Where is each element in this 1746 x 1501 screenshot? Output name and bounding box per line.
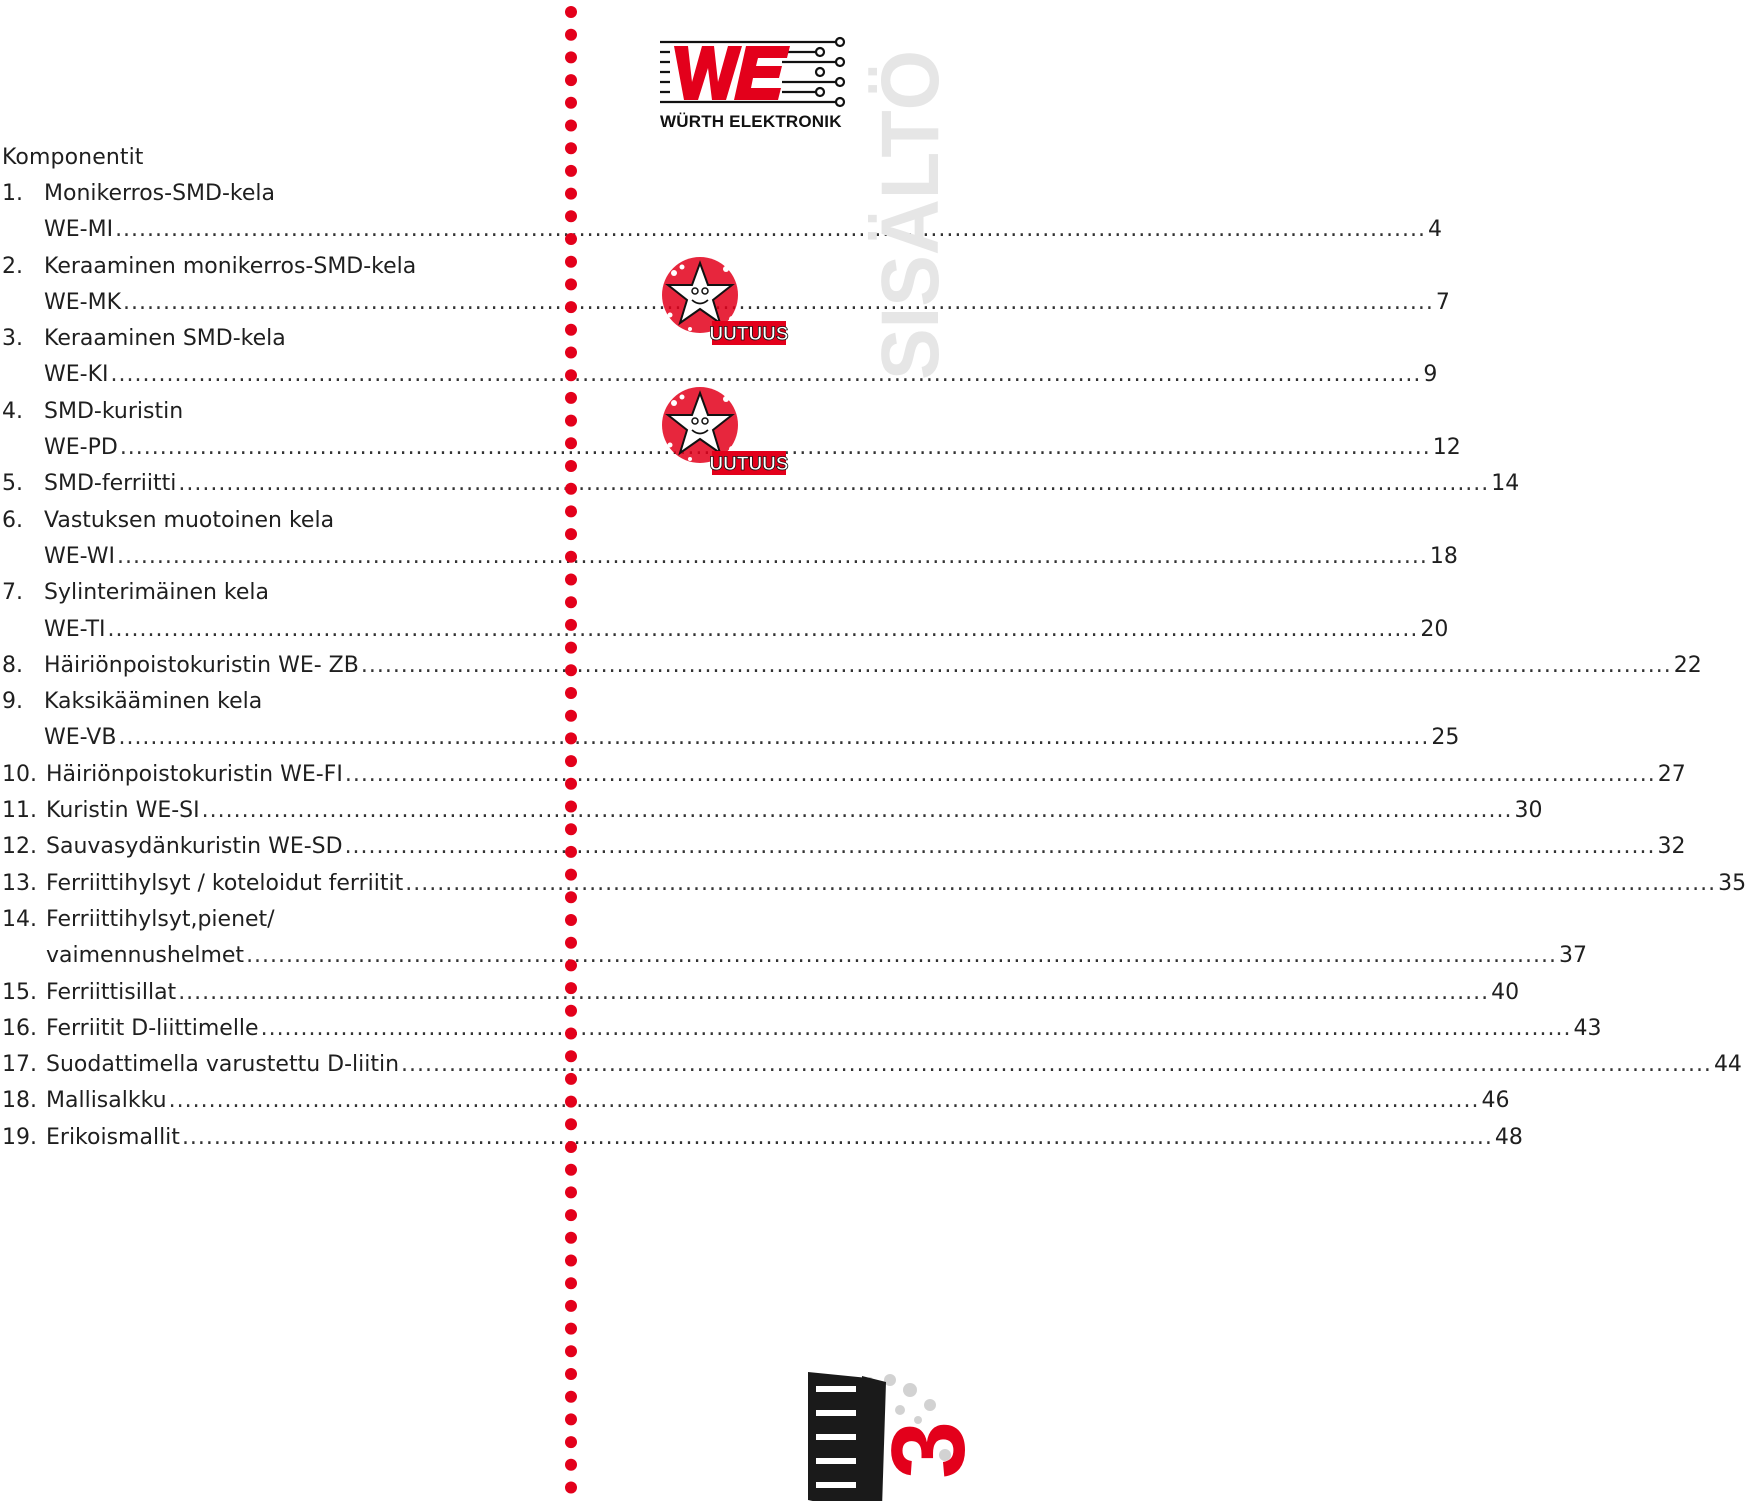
brand-name: WÜRTH ELEKTRONIK bbox=[660, 112, 842, 131]
toc-entry bbox=[0, 902, 540, 938]
toc-entry bbox=[0, 829, 1686, 865]
toc-entry-label: Kuristin WE-SI bbox=[46, 798, 200, 824]
toc-entry-number: 17. bbox=[2, 1052, 37, 1078]
toc-entry-continuation bbox=[0, 212, 1442, 248]
toc-leader-dots bbox=[202, 793, 1513, 829]
toc-entry-continuation bbox=[0, 720, 1460, 756]
toc-leader-dots bbox=[261, 1011, 1572, 1047]
toc-entry-continuation bbox=[0, 938, 1587, 974]
toc-page-number: 27 bbox=[1657, 761, 1686, 787]
toc-entry bbox=[0, 684, 540, 720]
toc-entry-label: Keraaminen monikerros-SMD-kela bbox=[44, 253, 417, 279]
toc-leader-dots bbox=[108, 612, 1419, 648]
toc-entry-label: Häiriönpoistokuristin WE- ZB bbox=[44, 652, 359, 678]
toc-entry-label: Sauvasydänkuristin WE-SD bbox=[46, 834, 343, 860]
toc-leader-dots bbox=[115, 212, 1426, 248]
toc-page-number: 22 bbox=[1673, 652, 1702, 678]
toc-entry bbox=[0, 321, 540, 357]
toc-page-number: 43 bbox=[1573, 1015, 1602, 1041]
toc-page-number: 35 bbox=[1718, 870, 1746, 896]
toc-entry bbox=[0, 575, 540, 611]
toc-page-number: 30 bbox=[1514, 798, 1543, 824]
badge-label: UUTUUS bbox=[709, 454, 789, 475]
red-dot-column bbox=[562, 0, 580, 1501]
toc-entry-number: 8. bbox=[2, 652, 23, 678]
toc-entry-label: Keraaminen SMD-kela bbox=[44, 326, 286, 352]
toc-entry bbox=[0, 466, 1520, 502]
toc-entry bbox=[0, 975, 1520, 1011]
toc-entry-label: Ferriittihylsyt / koteloidut ferriitit bbox=[46, 870, 404, 896]
toc-entry-label: SMD-ferriitti bbox=[44, 471, 177, 497]
toc-entry bbox=[0, 757, 1686, 793]
toc-entry-label: SMD-kuristin bbox=[44, 398, 184, 424]
uutuus-badge-icon bbox=[660, 255, 790, 365]
toc-leader-dots bbox=[169, 1083, 1480, 1119]
toc-page-number: 7 bbox=[1435, 289, 1450, 315]
toc-entry-number: 18. bbox=[2, 1088, 37, 1114]
toc-entry bbox=[0, 866, 1746, 902]
toc-entry-continuation bbox=[0, 285, 1450, 321]
toc-entry bbox=[0, 1047, 1742, 1083]
toc-entry bbox=[0, 793, 1543, 829]
toc-page-number: 40 bbox=[1491, 979, 1520, 1005]
toc-entry bbox=[0, 394, 540, 430]
toc-page-number: 44 bbox=[1713, 1052, 1742, 1078]
page-corner-emblem bbox=[790, 1360, 987, 1501]
toc-entry-label: WE-PD bbox=[44, 435, 118, 461]
toc-entry-continuation bbox=[0, 539, 1458, 575]
toc-page-number: 12 bbox=[1432, 435, 1461, 461]
toc-leader-dots bbox=[246, 938, 1557, 974]
toc-page-number: 25 bbox=[1431, 725, 1460, 751]
toc-entry-label: WE-MI bbox=[44, 217, 114, 243]
toc-leader-dots bbox=[178, 975, 1489, 1011]
toc-entry-label: Ferriittihylsyt,pienet/ bbox=[46, 906, 275, 932]
side-title-text: SISÄLTÖ bbox=[865, 30, 956, 380]
toc-leader-dots bbox=[361, 648, 1672, 684]
toc-entry bbox=[0, 503, 540, 539]
side-title bbox=[865, 30, 960, 400]
badge-label: UUTUUS bbox=[709, 324, 789, 345]
toc-section-title: Komponentit bbox=[2, 145, 144, 170]
toc-entry-label: Häiriönpoistokuristin WE-FI bbox=[46, 761, 343, 787]
toc-entry bbox=[0, 1011, 1602, 1047]
toc-entry-label: Ferriitit D-liittimelle bbox=[46, 1015, 259, 1041]
toc-entry-number: 14. bbox=[2, 906, 37, 932]
toc-entry-label: WE-KI bbox=[44, 362, 109, 388]
toc-entry-label: Monikerros-SMD-kela bbox=[44, 181, 275, 206]
toc-page-number: 46 bbox=[1481, 1088, 1510, 1114]
toc-leader-dots bbox=[117, 539, 1428, 575]
toc-entry-label: WE-WI bbox=[44, 543, 115, 569]
toc-entry bbox=[0, 249, 540, 285]
toc-entry-label: Sylinterimäinen kela bbox=[44, 580, 269, 606]
toc-entry-number: 4. bbox=[2, 398, 23, 424]
toc-entry-label: Suodattimella varustettu D-liitin bbox=[46, 1052, 400, 1078]
toc-entry-number: 9. bbox=[2, 689, 23, 715]
toc-entry-number: 11. bbox=[2, 798, 37, 824]
toc-entry bbox=[0, 1083, 1510, 1119]
uutuus-badge-icon bbox=[660, 385, 790, 495]
toc-leader-dots bbox=[345, 829, 1656, 865]
toc-entry-number: 13. bbox=[2, 870, 37, 896]
toc-leader-dots bbox=[405, 866, 1716, 902]
toc-entry-number: 19. bbox=[2, 1124, 37, 1150]
toc-entry-number: 1. bbox=[2, 181, 23, 206]
toc-entry-label: Erikoismallit bbox=[46, 1124, 180, 1150]
toc-entry bbox=[0, 1120, 1523, 1156]
toc-entry-number: 12. bbox=[2, 834, 37, 860]
toc-entry-label: Mallisalkku bbox=[46, 1088, 167, 1114]
toc-entry-label: WE-VB bbox=[44, 725, 117, 751]
toc-page-number: 14 bbox=[1491, 471, 1520, 497]
toc-page-number: 37 bbox=[1558, 943, 1587, 969]
toc-leader-dots bbox=[401, 1047, 1712, 1083]
toc-entry-number: 16. bbox=[2, 1015, 37, 1041]
toc-entry-number: 6. bbox=[2, 507, 23, 533]
toc-entry-number: 3. bbox=[2, 326, 23, 352]
toc-page-number: 20 bbox=[1420, 616, 1449, 642]
toc-entry-continuation bbox=[0, 357, 1438, 393]
toc-entry-number: 10. bbox=[2, 761, 37, 787]
toc-entry-number: 7. bbox=[2, 580, 23, 606]
toc-entry-label: WE-MK bbox=[44, 289, 121, 315]
toc-page-number: 48 bbox=[1494, 1124, 1523, 1150]
toc-leader-dots bbox=[118, 720, 1429, 756]
toc-entry bbox=[0, 176, 540, 212]
toc-entry-label: Ferriittisillat bbox=[46, 979, 177, 1005]
toc-entry-continuation bbox=[0, 612, 1449, 648]
toc-entry-label: Vastuksen muotoinen kela bbox=[44, 507, 335, 533]
toc-entry-number: 2. bbox=[2, 253, 23, 279]
toc-entry-label: WE-TI bbox=[44, 616, 106, 642]
toc-page-number: 4 bbox=[1427, 217, 1442, 243]
page-number: 3 bbox=[871, 1421, 987, 1479]
toc-leader-dots bbox=[178, 466, 1489, 502]
toc-entry-number: 5. bbox=[2, 471, 23, 497]
toc-leader-dots bbox=[182, 1120, 1493, 1156]
toc-leader-dots bbox=[345, 757, 1656, 793]
toc-page-number: 18 bbox=[1429, 543, 1458, 569]
toc-page-number: 9 bbox=[1423, 362, 1438, 388]
toc-entry-number: 15. bbox=[2, 979, 37, 1005]
toc-entry-label: vaimennushelmet bbox=[46, 943, 245, 969]
toc-entry-label: Kaksikääminen kela bbox=[44, 689, 263, 715]
toc-page-number: 32 bbox=[1657, 834, 1686, 860]
toc-entry bbox=[0, 648, 1702, 684]
